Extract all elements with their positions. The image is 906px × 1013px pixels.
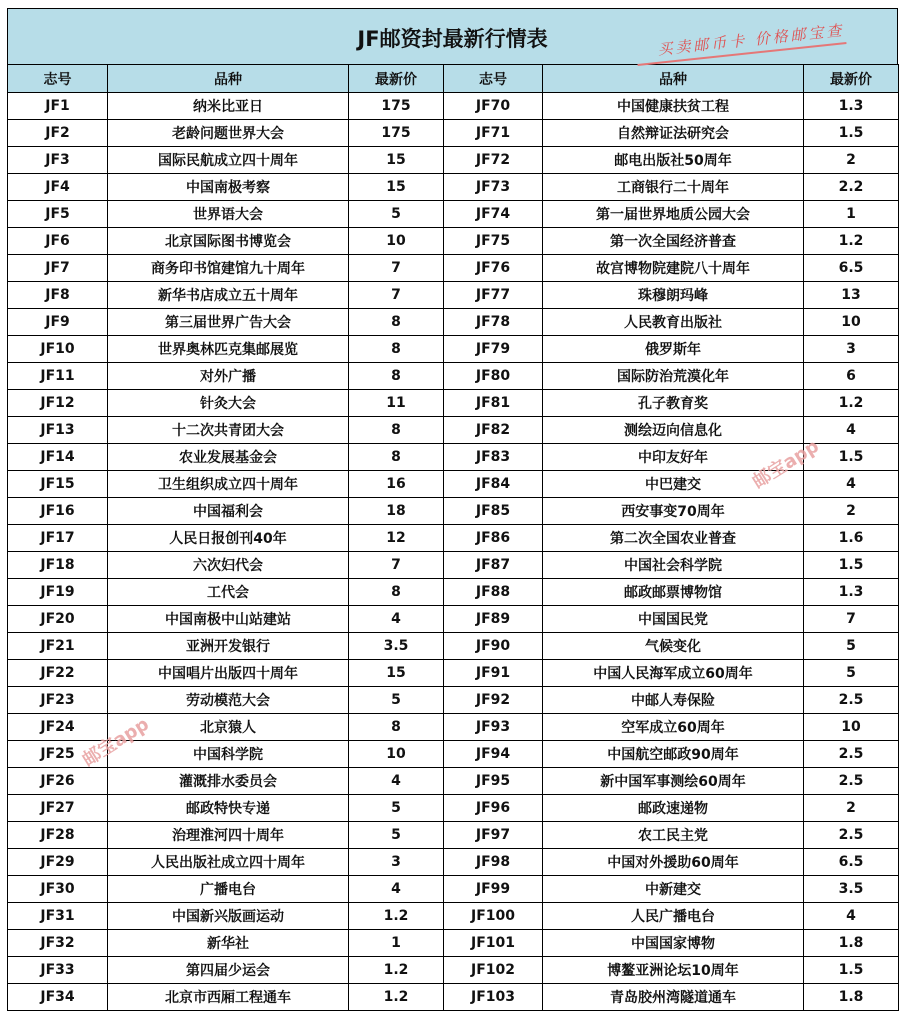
cell-price: 6.5	[804, 255, 899, 282]
cell-price: 5	[349, 822, 444, 849]
table-row	[8, 741, 899, 768]
cell-code: JF32	[8, 930, 108, 957]
cell-price: 10	[804, 309, 899, 336]
cell-variety: 中国人民海军成立60周年	[543, 660, 804, 687]
cell-price: 18	[349, 498, 444, 525]
cell-price: 5	[349, 795, 444, 822]
cell-code: JF21	[8, 633, 108, 660]
table-row	[8, 228, 899, 255]
cell-variety: 中新建交	[543, 876, 804, 903]
cell-variety: 对外广播	[108, 363, 349, 390]
cell-code: JF92	[444, 687, 543, 714]
cell-variety: 中国福利会	[108, 498, 349, 525]
table-row	[8, 849, 899, 876]
cell-price: 6.5	[804, 849, 899, 876]
cell-price: 2.5	[804, 768, 899, 795]
cell-price: 6	[804, 363, 899, 390]
cell-variety: 国际民航成立四十周年	[108, 147, 349, 174]
cell-code: JF91	[444, 660, 543, 687]
cell-variety: 北京国际图书博览会	[108, 228, 349, 255]
cell-variety: 中国对外援助60周年	[543, 849, 804, 876]
cell-price: 2.5	[804, 687, 899, 714]
cell-variety: 中国南极中山站建站	[108, 606, 349, 633]
table-row	[8, 120, 899, 147]
cell-variety: 中国南极考察	[108, 174, 349, 201]
table-row	[8, 309, 899, 336]
cell-price: 1.5	[804, 957, 899, 984]
cell-variety: 农业发展基金会	[108, 444, 349, 471]
cell-price: 1.5	[804, 120, 899, 147]
table-row	[8, 822, 899, 849]
cell-code: JF81	[444, 390, 543, 417]
cell-variety: 人民广播电台	[543, 903, 804, 930]
cell-code: JF78	[444, 309, 543, 336]
cell-code: JF82	[444, 417, 543, 444]
table-row	[8, 795, 899, 822]
cell-variety: 中国健康扶贫工程	[543, 93, 804, 120]
cell-code: JF30	[8, 876, 108, 903]
cell-code: JF97	[444, 822, 543, 849]
cell-code: JF12	[8, 390, 108, 417]
cell-variety: 老龄问题世界大会	[108, 120, 349, 147]
cell-variety: 博鳌亚洲论坛10周年	[543, 957, 804, 984]
cell-variety: 劳动模范大会	[108, 687, 349, 714]
cell-code: JF22	[8, 660, 108, 687]
cell-price: 5	[804, 660, 899, 687]
cell-code: JF16	[8, 498, 108, 525]
cell-code: JF6	[8, 228, 108, 255]
cell-code: JF15	[8, 471, 108, 498]
cell-price: 3.5	[349, 633, 444, 660]
cell-code: JF80	[444, 363, 543, 390]
cell-price: 1	[349, 930, 444, 957]
cell-code: JF79	[444, 336, 543, 363]
cell-price: 5	[349, 687, 444, 714]
table-row	[8, 174, 899, 201]
cell-variety: 商务印书馆建馆九十周年	[108, 255, 349, 282]
price-sheet	[7, 8, 898, 1011]
header-code: 志号	[8, 65, 108, 93]
cell-price: 2	[804, 498, 899, 525]
cell-code: JF2	[8, 120, 108, 147]
cell-price: 13	[804, 282, 899, 309]
cell-variety: 邮政特快专递	[108, 795, 349, 822]
cell-code: JF84	[444, 471, 543, 498]
cell-price: 8	[349, 363, 444, 390]
cell-code: JF23	[8, 687, 108, 714]
cell-code: JF89	[444, 606, 543, 633]
cell-variety: 中国国民党	[543, 606, 804, 633]
cell-price: 2.5	[804, 822, 899, 849]
cell-code: JF4	[8, 174, 108, 201]
cell-variety: 亚洲开发银行	[108, 633, 349, 660]
cell-price: 1.2	[804, 228, 899, 255]
cell-code: JF86	[444, 525, 543, 552]
header-price: 最新价	[349, 65, 444, 93]
cell-price: 8	[349, 336, 444, 363]
cell-price: 15	[349, 660, 444, 687]
cell-price: 10	[349, 228, 444, 255]
table-row	[8, 957, 899, 984]
cell-variety: 六次妇代会	[108, 552, 349, 579]
cell-variety: 邮电出版社50周年	[543, 147, 804, 174]
cell-price: 1.2	[349, 984, 444, 1011]
cell-code: JF33	[8, 957, 108, 984]
table-row	[8, 363, 899, 390]
table-row	[8, 984, 899, 1011]
cell-variety: 中国新兴版画运动	[108, 903, 349, 930]
cell-code: JF74	[444, 201, 543, 228]
cell-code: JF25	[8, 741, 108, 768]
cell-price: 2.2	[804, 174, 899, 201]
cell-code: JF8	[8, 282, 108, 309]
cell-price: 8	[349, 444, 444, 471]
cell-code: JF9	[8, 309, 108, 336]
cell-variety: 灌溉排水委员会	[108, 768, 349, 795]
cell-variety: 工代会	[108, 579, 349, 606]
cell-price: 1.6	[804, 525, 899, 552]
table-row	[8, 255, 899, 282]
header-variety: 品种	[108, 65, 349, 93]
table-row	[8, 606, 899, 633]
cell-price: 2	[804, 147, 899, 174]
cell-price: 11	[349, 390, 444, 417]
cell-code: JF70	[444, 93, 543, 120]
cell-variety: 人民日报创刊40年	[108, 525, 349, 552]
cell-variety: 人民出版社成立四十周年	[108, 849, 349, 876]
cell-price: 7	[349, 255, 444, 282]
table-row	[8, 336, 899, 363]
cell-variety: 卫生组织成立四十周年	[108, 471, 349, 498]
page-title: JF邮资封最新行情表	[357, 27, 548, 51]
header-code: 志号	[444, 65, 543, 93]
cell-variety: 第四届少运会	[108, 957, 349, 984]
cell-price: 3.5	[804, 876, 899, 903]
cell-variety: 邮政速递物	[543, 795, 804, 822]
cell-variety: 中国国家博物	[543, 930, 804, 957]
table-row	[8, 282, 899, 309]
table-row	[8, 552, 899, 579]
table-row	[8, 417, 899, 444]
cell-price: 4	[804, 471, 899, 498]
header-price: 最新价	[804, 65, 899, 93]
cell-code: JF94	[444, 741, 543, 768]
cell-code: JF28	[8, 822, 108, 849]
cell-code: JF88	[444, 579, 543, 606]
cell-code: JF71	[444, 120, 543, 147]
cell-code: JF5	[8, 201, 108, 228]
cell-price: 15	[349, 174, 444, 201]
cell-code: JF96	[444, 795, 543, 822]
table-row	[8, 903, 899, 930]
cell-code: JF87	[444, 552, 543, 579]
cell-code: JF17	[8, 525, 108, 552]
cell-price: 1.3	[804, 579, 899, 606]
cell-code: JF18	[8, 552, 108, 579]
cell-code: JF34	[8, 984, 108, 1011]
cell-code: JF24	[8, 714, 108, 741]
cell-code: JF27	[8, 795, 108, 822]
cell-variety: 人民教育出版社	[543, 309, 804, 336]
cell-variety: 邮政邮票博物馆	[543, 579, 804, 606]
cell-price: 1.2	[349, 957, 444, 984]
cell-code: JF14	[8, 444, 108, 471]
cell-price: 16	[349, 471, 444, 498]
cell-variety: 第二次全国农业普查	[543, 525, 804, 552]
cell-price: 5	[804, 633, 899, 660]
cell-code: JF103	[444, 984, 543, 1011]
cell-variety: 孔子教育奖	[543, 390, 804, 417]
table-row	[8, 687, 899, 714]
price-table	[7, 64, 899, 1011]
cell-variety: 青岛胶州湾隧道通车	[543, 984, 804, 1011]
cell-variety: 故宫博物院建院八十周年	[543, 255, 804, 282]
cell-price: 4	[804, 903, 899, 930]
watermark: 邮宝app	[78, 713, 153, 771]
cell-price: 1.5	[804, 444, 899, 471]
cell-code: JF98	[444, 849, 543, 876]
cell-code: JF93	[444, 714, 543, 741]
cell-variety: 新华书店成立五十周年	[108, 282, 349, 309]
cell-price: 175	[349, 120, 444, 147]
cell-price: 3	[349, 849, 444, 876]
cell-code: JF7	[8, 255, 108, 282]
cell-variety: 治理淮河四十周年	[108, 822, 349, 849]
cell-code: JF76	[444, 255, 543, 282]
cell-price: 1.3	[804, 93, 899, 120]
cell-price: 4	[804, 417, 899, 444]
watermark: 邮宝app	[748, 435, 823, 493]
cell-variety: 世界语大会	[108, 201, 349, 228]
cell-code: JF29	[8, 849, 108, 876]
cell-variety: 中巴建交	[543, 471, 804, 498]
cell-variety: 中国科学院	[108, 741, 349, 768]
cell-price: 5	[349, 201, 444, 228]
cell-code: JF95	[444, 768, 543, 795]
cell-variety: 第一次全国经济普查	[543, 228, 804, 255]
table-row	[8, 201, 899, 228]
cell-variety: 农工民主党	[543, 822, 804, 849]
table-row	[8, 579, 899, 606]
cell-code: JF100	[444, 903, 543, 930]
header-variety: 品种	[543, 65, 804, 93]
cell-variety: 俄罗斯年	[543, 336, 804, 363]
table-row	[8, 768, 899, 795]
cell-variety: 纳米比亚日	[108, 93, 349, 120]
cell-price: 4	[349, 768, 444, 795]
cell-variety: 国际防治荒漠化年	[543, 363, 804, 390]
cell-price: 7	[804, 606, 899, 633]
cell-code: JF10	[8, 336, 108, 363]
cell-variety: 第三届世界广告大会	[108, 309, 349, 336]
cell-variety: 测绘迈向信息化	[543, 417, 804, 444]
table-row	[8, 93, 899, 120]
table-row	[8, 876, 899, 903]
cell-price: 15	[349, 147, 444, 174]
cell-price: 8	[349, 309, 444, 336]
cell-price: 8	[349, 714, 444, 741]
cell-variety: 新华社	[108, 930, 349, 957]
cell-variety: 中国唱片出版四十周年	[108, 660, 349, 687]
cell-variety: 空军成立60周年	[543, 714, 804, 741]
table-row	[8, 390, 899, 417]
cell-code: JF75	[444, 228, 543, 255]
header-row	[8, 65, 899, 93]
cell-price: 7	[349, 282, 444, 309]
cell-price: 2	[804, 795, 899, 822]
cell-variety: 十二次共青团大会	[108, 417, 349, 444]
cell-variety: 珠穆朗玛峰	[543, 282, 804, 309]
cell-code: JF13	[8, 417, 108, 444]
cell-variety: 北京猿人	[108, 714, 349, 741]
cell-price: 7	[349, 552, 444, 579]
table-row	[8, 147, 899, 174]
cell-price: 12	[349, 525, 444, 552]
cell-variety: 中国航空邮政90周年	[543, 741, 804, 768]
cell-price: 4	[349, 606, 444, 633]
cell-code: JF26	[8, 768, 108, 795]
cell-price: 1.2	[349, 903, 444, 930]
cell-code: JF3	[8, 147, 108, 174]
cell-price: 2.5	[804, 741, 899, 768]
cell-code: JF83	[444, 444, 543, 471]
cell-code: JF11	[8, 363, 108, 390]
cell-variety: 气候变化	[543, 633, 804, 660]
cell-code: JF101	[444, 930, 543, 957]
cell-code: JF72	[444, 147, 543, 174]
cell-price: 1.5	[804, 552, 899, 579]
table-row	[8, 633, 899, 660]
cell-variety: 世界奥林匹克集邮展览	[108, 336, 349, 363]
title-bar	[7, 8, 898, 64]
table-row	[8, 525, 899, 552]
cell-variety: 广播电台	[108, 876, 349, 903]
cell-price: 1.2	[804, 390, 899, 417]
cell-variety: 北京市西厢工程通车	[108, 984, 349, 1011]
table-row	[8, 498, 899, 525]
cell-price: 4	[349, 876, 444, 903]
cell-price: 1.8	[804, 930, 899, 957]
cell-variety: 针灸大会	[108, 390, 349, 417]
slogan: 买卖邮币卡 价格邮宝查	[656, 21, 846, 59]
cell-code: JF90	[444, 633, 543, 660]
cell-price: 10	[804, 714, 899, 741]
cell-price: 8	[349, 579, 444, 606]
cell-code: JF31	[8, 903, 108, 930]
cell-variety: 中邮人寿保险	[543, 687, 804, 714]
table-row	[8, 660, 899, 687]
cell-code: JF102	[444, 957, 543, 984]
cell-price: 3	[804, 336, 899, 363]
cell-price: 1.8	[804, 984, 899, 1011]
cell-code: JF20	[8, 606, 108, 633]
cell-variety: 新中国军事测绘60周年	[543, 768, 804, 795]
cell-price: 8	[349, 417, 444, 444]
cell-price: 175	[349, 93, 444, 120]
cell-variety: 中印友好年	[543, 444, 804, 471]
cell-variety: 中国社会科学院	[543, 552, 804, 579]
cell-variety: 工商银行二十周年	[543, 174, 804, 201]
table-row	[8, 930, 899, 957]
cell-code: JF77	[444, 282, 543, 309]
cell-code: JF85	[444, 498, 543, 525]
cell-variety: 西安事变70周年	[543, 498, 804, 525]
cell-variety: 自然辩证法研究会	[543, 120, 804, 147]
cell-code: JF73	[444, 174, 543, 201]
cell-price: 10	[349, 741, 444, 768]
cell-code: JF1	[8, 93, 108, 120]
cell-price: 1	[804, 201, 899, 228]
cell-variety: 第一届世界地质公园大会	[543, 201, 804, 228]
cell-code: JF99	[444, 876, 543, 903]
cell-code: JF19	[8, 579, 108, 606]
